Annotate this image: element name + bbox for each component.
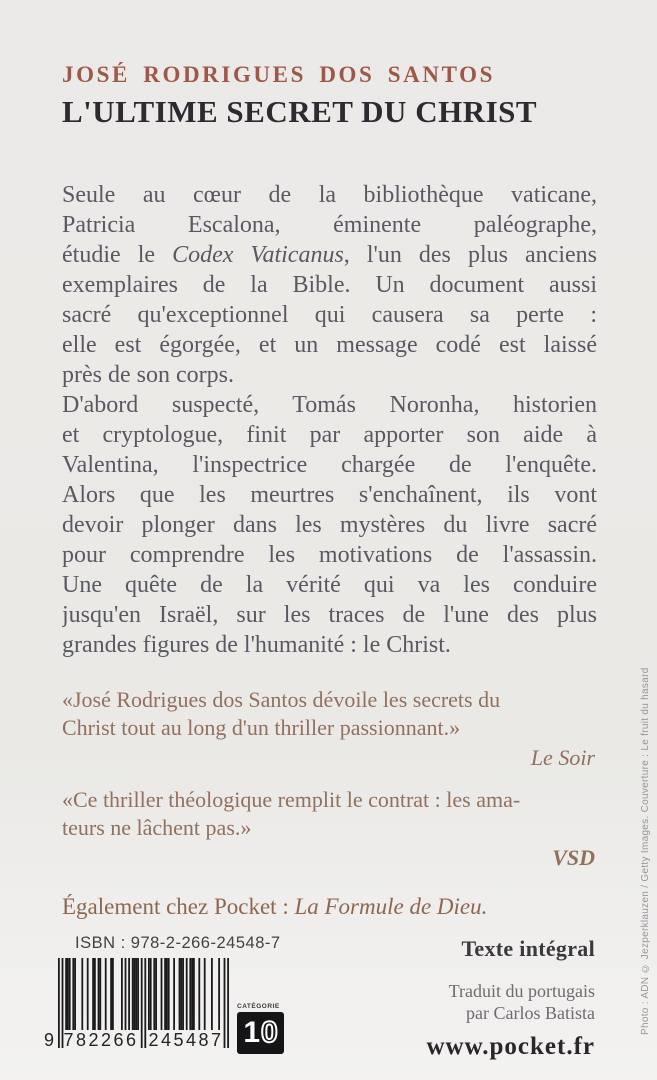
synopsis-line: D'abord suspecté, Tomás Noronha, historien: [62, 392, 597, 418]
synopsis-line: près de son corps.: [62, 362, 234, 388]
photo-credit-vertical: Photo : ADN © Jezperklauzen / Getty Images. Couverture : Le fruit du hasard: [640, 667, 651, 1035]
synopsis-line: Valentina, l'inspectrice chargée de l'enquête.: [62, 452, 597, 478]
synopsis-paragraph-2: [62, 390, 597, 660]
cover-text-column: [62, 60, 597, 922]
also-available-title: La Formule de Dieu.: [294, 894, 488, 919]
synopsis-line: exemplaires de la Bible. Un document aussi: [62, 272, 597, 298]
categorie-digit-0: 0: [261, 1016, 278, 1049]
categorie-digit-1: 1: [243, 1016, 260, 1049]
book-title: L'ULTIME SECRET DU CHRIST: [62, 94, 538, 129]
quote-line: «Ce thriller théologique remplit le contrat : les ama-: [62, 787, 521, 812]
synopsis-line: étudie le Codex Vaticanus, l'un des plus anciens: [62, 242, 597, 268]
texte-integral-label: Texte intégral: [461, 936, 595, 961]
quote-source: Le Soir: [530, 745, 595, 770]
synopsis-line: Seule au cœur de la bibliothèque vaticane,: [62, 182, 597, 208]
synopsis-line: et cryptologue, finit par apporter son aide à: [62, 422, 597, 448]
synopsis-line: Une quête de la vérité qui va les conduire: [62, 572, 597, 598]
synopsis: [62, 180, 597, 660]
translation-credit: [426, 980, 595, 1024]
synopsis-line: elle est égorgée, et un message codé est laissé: [62, 332, 597, 358]
barcode: [40, 958, 250, 1053]
also-available-prefix: Également chez Pocket :: [62, 894, 295, 919]
synopsis-line: grandes figures de l'humanité : le Christ.: [62, 632, 451, 658]
quote-text: [62, 686, 597, 742]
synopsis-paragraph-1: [62, 180, 597, 390]
synopsis-line: jusqu'en Israël, sur les traces de l'une des plus: [62, 602, 597, 628]
synopsis-line: Alors que les meurtres s'enchaînent, ils vont: [62, 482, 597, 508]
barcode-digits-group2: 245487: [148, 1030, 224, 1050]
quote-source: VSD: [552, 845, 595, 870]
quote-line: teurs ne lâchent pas.»: [62, 815, 252, 840]
also-available-line: [62, 892, 597, 922]
synopsis-line: pour comprendre les motivations de l'assassin.: [62, 542, 597, 568]
translation-line-2: par Carlos Batista: [466, 1003, 595, 1023]
synopsis-line: sacré qu'exceptionnel qui causera sa perte :: [62, 302, 597, 328]
barcode-digit-lead: 9: [43, 1030, 54, 1050]
synopsis-line: Patricia Escalona, éminente paléographe,: [62, 212, 597, 238]
quote-line: Christ tout au long d'un thriller passionnant.»: [62, 715, 461, 740]
isbn-text: ISBN : 978-2-266-24548-7: [75, 934, 281, 952]
categorie-label: CATÉGORIE: [237, 1003, 280, 1010]
press-quote-vsd: [62, 786, 597, 872]
categorie-badge: [237, 1003, 285, 1054]
translation-line-1: Traduit du portugais: [448, 981, 595, 1001]
colophon: [426, 936, 595, 1062]
author-name: JOSÉ RODRIGUES DOS SANTOS: [62, 62, 495, 87]
publisher-website: www.pocket.fr: [426, 1033, 595, 1060]
quote-text: [62, 786, 597, 842]
barcode-digits-group1: 782266: [63, 1030, 139, 1050]
press-quote-le-soir: [62, 686, 597, 772]
quote-line: «José Rodrigues dos Santos dévoile les secrets du: [62, 687, 501, 712]
synopsis-line: devoir plonger dans les mystères du livre sacré: [62, 512, 597, 538]
categorie-value-box: [237, 1012, 284, 1054]
